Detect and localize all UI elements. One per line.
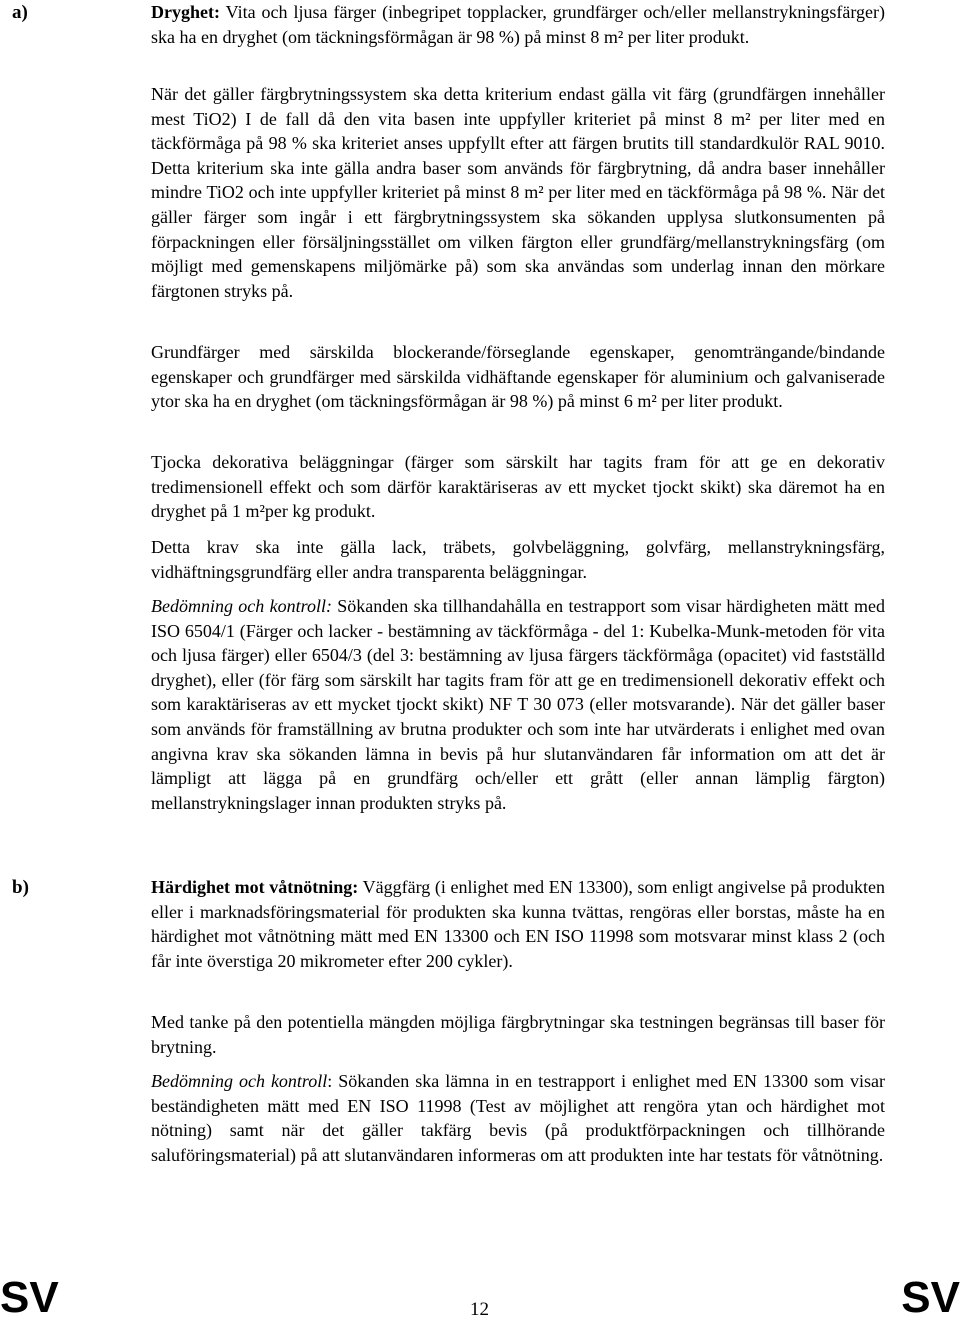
heading-dryghet: Dryghet: (151, 2, 220, 22)
paragraph-text: Väggfärg (i enlighet med EN 13300), som enligt angivelse på produkten eller i marknadsföringsmaterial för produkten ska kunna tvättas, rengöras eller borstas, måste ha en härdighet mot våtnötning mätt med EN 13300 och EN ISO 11998 som motsvarar minst klass 2 (och får inte överstiga 20 mikrometer efter 200 cykler). (151, 877, 886, 971)
paragraph-fargbrytning: När det gäller färgbrytningssystem ska detta kriterium endast gälla vit färg (grundfärgen innehåller mest TiO2) I de fall då den vita basen inte uppfyller kriteriet på minst 8 m² per liter med en täckförmåga på 98 % ska kriteriet anses uppfyllt efter att färgen brutits till standardkulör RAL 9010. Detta kriterium ska inte gälla andra baser som används för färgbrytning, då andra baser innehåller mindre TiO2 och inte uppfyller kriteriet på minst 8 m² per liter med en täckförmåga på 98 %. När det gäller färger som ingår i ett färgbrytningssystem ska sökanden upplysa slutkonsumenten på förpackningen eller försäljningsstället om vilken färgton eller grundfärg/mellanstrykningsfärg (om möjligt med gemenskapens miljömärke på) som ska användas som underlag innan den mörkare färgtonen stryks på. (151, 84, 885, 301)
paragraph-testning: Med tanke på den potentiella mängden möjliga färgbrytningar ska testningen begränsas till baser för brytning. (151, 1012, 885, 1057)
item-label-b: b) (12, 877, 29, 898)
heading-bedomning-b: Bedömning och kontroll (151, 1071, 328, 1091)
paragraph-undantag: Detta krav ska inte gälla lack, träbets, golvbeläggning, golvfärg, mellanstrykningsfärg, vidhäftningsgrundfärg eller andra transparenta beläggningar. (151, 537, 885, 582)
item-label-a: a) (12, 2, 28, 23)
paragraph-grundfarger: Grundfärger med särskilda blockerande/förseglande egenskaper, genomträngande/bindande egenskaper och grundfärger med särskilda vidhäftande egenskaper för aluminium och galvaniserade ytor ska ha en dryghet (om täckningsförmågan är 98 %) på minst 6 m² per liter produkt. (151, 342, 885, 412)
page-number: 12 (470, 1299, 489, 1320)
paragraph-bedomning-b (151, 1069, 885, 1167)
paragraph-tjocka: Tjocka dekorativa beläggningar (färger som särskilt har tagits fram för att ge en dekorativ tredimensionell effekt och som därför karaktäriseras av ett mycket tjockt skikt) ska däremot ha en dryghet på 1 m²per kg produkt. (151, 452, 885, 522)
paragraph-hardighet (151, 875, 885, 973)
paragraph-text: : Sökanden ska lämna in en testrapport i enlighet med EN 13300 som visar beständigheten mätt med EN ISO 11998 (Test av möjlighet att rengöra ytan och härdighet mot nötning) samt när det gäller takfärg bevis (på produktförpackningen och tillhörande saluföringsmaterial) på att slutanvändaren informeras om att produkten inte har testats för våtnötning. (151, 1071, 885, 1165)
paragraph-bedomning-a (151, 594, 885, 815)
paragraph-dryghet (151, 0, 885, 49)
footer-language-right: SV (901, 1273, 960, 1322)
paragraph-text: Sökanden ska tillhandahålla en testrapport som visar härdigheten mätt med ISO 6504/1 (Färger och lacker - bestämning av täckförmåga - del 1: Kubelka-Munk-metoden för vita och ljusa färger) eller 6504/3 (del 3: bestämning av ljusa färgers täckförmåga (opacitet) vid fastställd dryghet), eller (för färg som särskilt har tagits fram för att ge en tredimensionell dekorativ effekt och som karaktäriseras av ett mycket tjockt skikt) NF T 30 073 (eller motsvarande). När det gäller baser som används för framställning av brutna produkter och som inte har utvärderats i enlighet med ovan angivna krav ska sökanden lämna in bevis på hur slutanvändaren får information om att det är lämpligt att lägga på en grundfärg och/eller ett grått (eller annan lämplig färgton) mellanstrykningslager innan produkten stryks på. (151, 596, 885, 813)
heading-hardighet: Härdighet mot våtnötning: (151, 877, 359, 897)
footer-language-left: SV (0, 1273, 59, 1322)
paragraph-text: Vita och ljusa färger (inbegripet topplacker, grundfärger och/eller mellanstrykningsfärger) ska ha en dryghet (om täckningsförmågan är 98 %) på minst 8 m² per liter produkt. (151, 2, 885, 47)
heading-bedomning-a: Bedömning och kontroll: (151, 596, 332, 616)
